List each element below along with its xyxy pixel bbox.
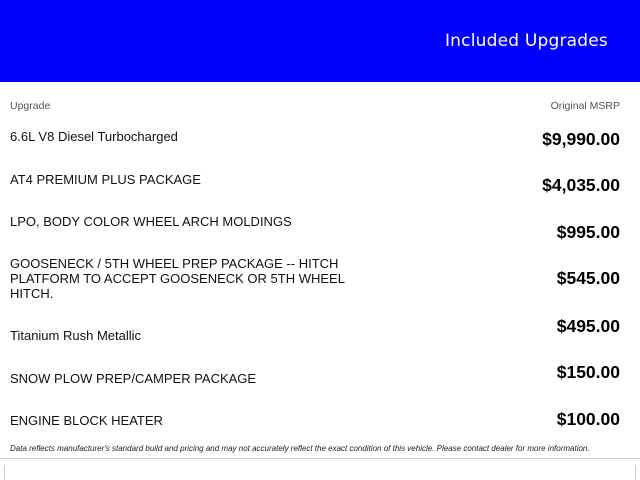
upgrade-name: GOOSENECK / 5TH WHEEL PREP PACKAGE -- HITCH PLATFORM TO ACCEPT GOOSENECK OR 5TH WHEEL HITCH. — [10, 256, 345, 301]
upgrade-price: $495.00 — [556, 316, 620, 336]
upgrade-price: $9,990.00 — [542, 129, 620, 149]
border-edge-left — [4, 465, 5, 480]
header-title: Included Upgrades — [444, 31, 608, 51]
upgrade-price: $100.00 — [556, 409, 620, 429]
upgrade-price: $150.00 — [556, 362, 620, 382]
upgrades-header — [0, 0, 640, 82]
upgrade-price: $545.00 — [556, 268, 620, 288]
border-edge-right — [635, 465, 636, 480]
upgrade-price: $4,035.00 — [542, 175, 620, 195]
upgrade-column-header: Upgrade — [10, 100, 51, 112]
card-bottom-border — [0, 458, 640, 480]
upgrade-price: $995.00 — [556, 222, 620, 242]
msrp-column-header: Original MSRP — [550, 100, 620, 112]
upgrade-name: LPO, BODY COLOR WHEEL ARCH MOLDINGS — [10, 214, 292, 229]
disclaimer-text: Data reflects manufacturer's standard build and pricing and may not accurately reflect the exact condition of this vehicle. Please contact dealer for more information. — [10, 444, 590, 453]
upgrade-name: 6.6L V8 Diesel Turbocharged — [10, 129, 178, 144]
upgrade-name: AT4 PREMIUM PLUS PACKAGE — [10, 172, 201, 187]
upgrade-name: ENGINE BLOCK HEATER — [10, 413, 163, 428]
upgrade-name: Titanium Rush Metallic — [10, 328, 142, 343]
upgrade-name: SNOW PLOW PREP/CAMPER PACKAGE — [10, 371, 257, 386]
